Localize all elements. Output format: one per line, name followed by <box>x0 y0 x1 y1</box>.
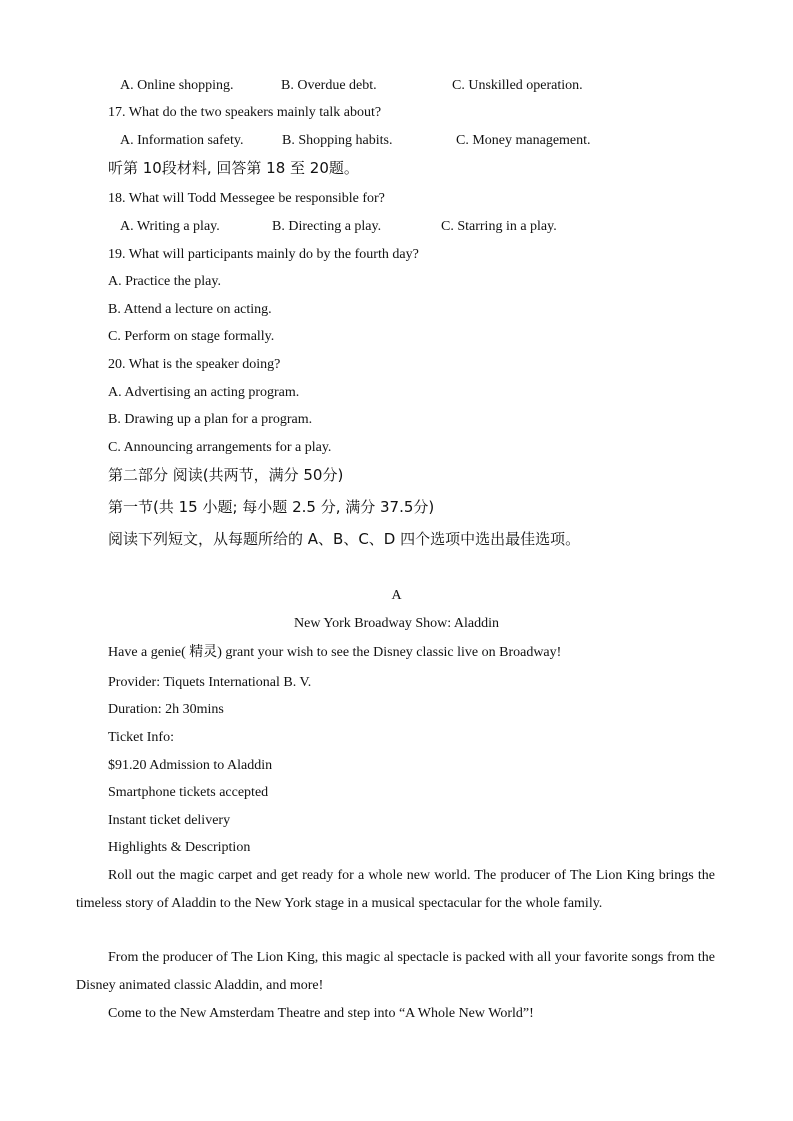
q18-option-c: C. Starring in a play. <box>441 219 557 234</box>
q20-option-b: B. Drawing up a plan for a program. <box>108 412 313 427</box>
section-1-heading: 第一节(共 15 小题; 每小题 2.5 分, 满分 37.5分) <box>108 498 435 516</box>
q16-option-c: C. Unskilled operation. <box>452 78 583 93</box>
q19-option-b: B. Attend a lecture on acting. <box>108 302 272 317</box>
admission-line: $91.20 Admission to Aladdin <box>108 758 273 773</box>
q20-option-c: C. Announcing arrangements for a play. <box>108 440 332 455</box>
part-2-heading: 第二部分 阅读(共两节，满分 50分) <box>108 466 344 484</box>
highlights-heading: Highlights & Description <box>108 840 251 855</box>
q17-option-b: B. Shopping habits. <box>282 133 393 148</box>
passage-title: New York Broadway Show: Aladdin <box>294 616 499 631</box>
material-10-note: 听第 10段材料, 回答第 18 至 20题。 <box>108 159 359 177</box>
q17-question: 17. What do the two speakers mainly talk about? <box>108 105 382 120</box>
passage-paragraph-2: From the producer of The Lion King, this magic al spectacle is packed with all your favorite songs from the Disney animated classic Aladdin, and more! <box>76 950 715 993</box>
passage-letter: A <box>391 588 402 603</box>
smartphone-line: Smartphone tickets accepted <box>108 785 269 800</box>
passage-intro: Have a genie( 精灵) grant your wish to see the Disney classic live on Broadway! <box>108 645 562 660</box>
instant-delivery-line: Instant ticket delivery <box>108 813 231 828</box>
q18-option-a: A. Writing a play. <box>120 219 220 234</box>
q16-option-b: B. Overdue debt. <box>281 78 377 93</box>
q17-option-c: C. Money management. <box>456 133 591 148</box>
duration-line: Duration: 2h 30mins <box>108 702 224 717</box>
q19-question: 19. What will participants mainly do by the fourth day? <box>108 247 419 262</box>
q18-question: 18. What will Todd Messegee be responsible for? <box>108 191 385 206</box>
q20-option-a: A. Advertising an acting program. <box>108 385 300 400</box>
passage-paragraph-1: Roll out the magic carpet and get ready for a whole new world. The producer of The Lion King brings the timeless story of Aladdin to the New York stage in a musical spectacular for the whole family. <box>76 868 715 911</box>
section-1-instruction: 阅读下列短文，从每题所给的 A、B、C、D 四个选项中选出最佳选项。 <box>108 530 581 548</box>
q18-option-b: B. Directing a play. <box>272 219 382 234</box>
passage-paragraph-3: Come to the New Amsterdam Theatre and step into “A Whole New World”! <box>108 1006 534 1021</box>
q17-option-a: A. Information safety. <box>120 133 244 148</box>
ticket-info-label: Ticket Info: <box>108 730 174 745</box>
q16-option-a: A. Online shopping. <box>120 78 234 93</box>
provider-line: Provider: Tiquets International B. V. <box>108 675 312 690</box>
q20-question: 20. What is the speaker doing? <box>108 357 281 372</box>
q19-option-c: C. Perform on stage formally. <box>108 329 275 344</box>
q19-option-a: A. Practice the play. <box>108 274 221 289</box>
